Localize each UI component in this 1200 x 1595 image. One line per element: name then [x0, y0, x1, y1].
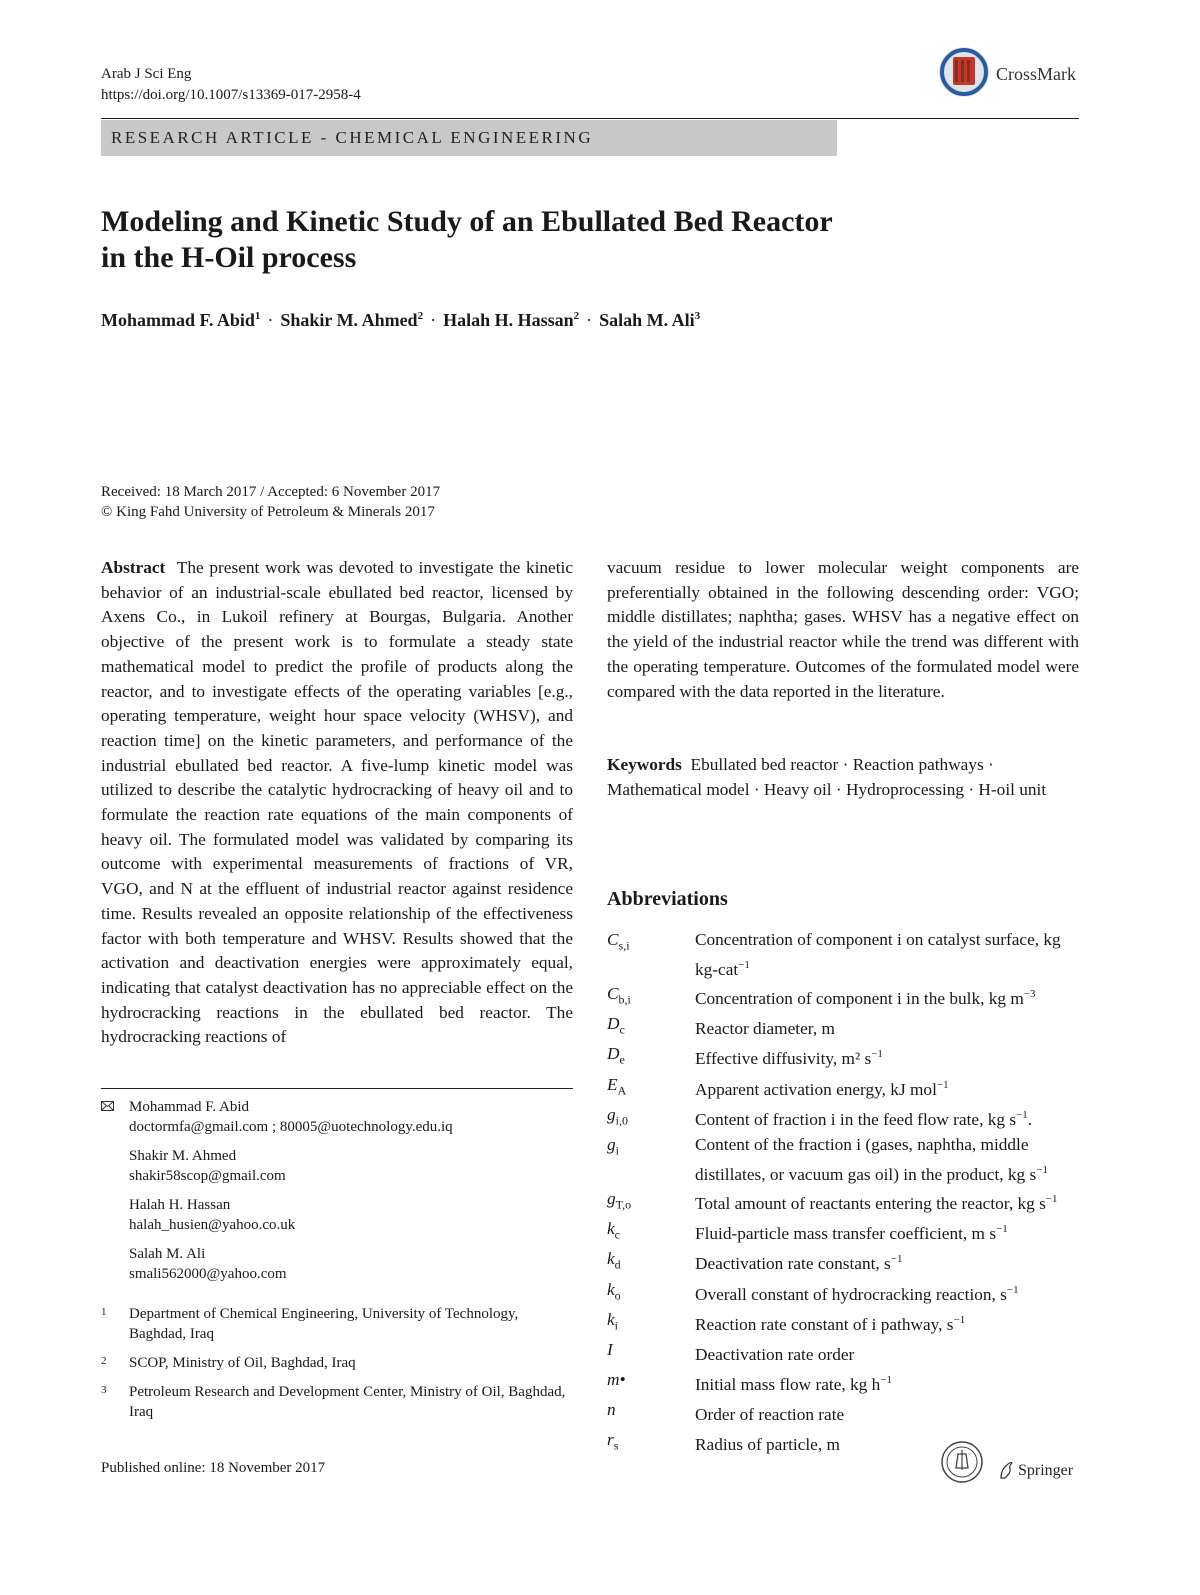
author[interactable]: Salah M. Ali$^3$: [599, 310, 701, 330]
contact-email[interactable]: shakir58scop@gmail.com: [129, 1168, 286, 1184]
abbreviation-row: [607, 1217, 1079, 1247]
abbreviation-row: [607, 1012, 1079, 1042]
title-line-2: in the H-Oil process: [101, 241, 357, 274]
title-line-1: Modeling and Kinetic Study of an Ebullated Bed Reactor: [101, 205, 833, 238]
abbreviation-symbol: $E_A$: [607, 1074, 627, 1098]
abbreviation-row: [607, 928, 1079, 982]
abbreviation-symbol: $k_i$: [607, 1309, 619, 1333]
section-banner: [101, 120, 837, 156]
affiliation-entry: [101, 1353, 573, 1373]
footnote-rule: [101, 1088, 573, 1089]
received-accepted: Received: 18 March 2017 / Accepted: 6 November 2017: [101, 484, 441, 500]
abbreviation-symbol: $k_o$: [607, 1279, 621, 1303]
springer-horse-icon: [998, 1460, 1014, 1480]
published-date: Published online: 18 November 2017: [101, 1460, 326, 1476]
abbreviation-symbol: $C_{b,i}$: [607, 984, 631, 1007]
doi-link[interactable]: https://doi.org/10.1007/s13369-017-2958-4: [101, 87, 361, 103]
abbreviation-symbol: $r_s$: [607, 1430, 619, 1453]
springer-logo[interactable]: [940, 1440, 1085, 1488]
abbreviation-symbol: $g_i$: [607, 1134, 619, 1158]
abbreviation-definition: Total amount of reactants entering the reactor, kg $s^{-1}$: [695, 1193, 1058, 1213]
contact-name: Mohammad F. Abid: [129, 1099, 250, 1115]
abbreviation-row: [607, 1247, 1079, 1277]
abbreviation-definition: Reactor diameter, m: [695, 1019, 835, 1039]
abbreviation-symbol: $k_c$: [607, 1219, 620, 1242]
abbreviation-row: [607, 982, 1079, 1012]
crossmark-icon: [938, 46, 990, 98]
abbreviation-definition: Concentration of component i on catalyst surface, kg kg-cat$^{-1}$: [695, 930, 1061, 979]
abbreviation-symbol: $g_{i,0}$: [607, 1104, 628, 1128]
affiliation-entry: [101, 1304, 573, 1344]
abbreviation-symbol: $k_d$: [607, 1249, 621, 1272]
contact-list: [101, 1097, 573, 1293]
abbreviation-row: [607, 1073, 1079, 1103]
abbreviation-definition: Fluid-particle mass transfer coefficient, m $s^{-1}$: [695, 1223, 1008, 1244]
copyright: © King Fahd University of Petroleum & Minerals 2017: [101, 504, 435, 520]
abbreviation-definition: Apparent activation energy, kJ mol$^{-1}$: [695, 1078, 949, 1099]
abbreviation-definition: Overall constant of hydrocracking reaction, $s^{-1}$: [695, 1283, 1019, 1304]
affiliation-entry: [101, 1382, 573, 1422]
abbreviation-definition: Reaction rate constant of i pathway, $s^{-1}$: [695, 1313, 966, 1334]
author-separator: ·: [267, 310, 274, 330]
abbreviation-row: [607, 1338, 1079, 1368]
keywords-text: Ebullated bed reactor · Reaction pathways · Mathematical model · Heavy oil · Hydroprocessing · H-oil unit: [607, 755, 1047, 799]
crossmark-badge[interactable]: [938, 46, 1088, 102]
abbreviations-list: [607, 928, 1079, 1459]
contact-entry: [101, 1244, 573, 1284]
contact-email[interactable]: doctormfa@gmail.com ; 80005@uotechnology.edu.iq: [129, 1119, 453, 1135]
article-title: [101, 204, 1001, 276]
affiliation-text: Petroleum Research and Development Center, Ministry of Oil, Baghdad, Iraq: [129, 1384, 566, 1420]
keywords: [607, 753, 1079, 802]
author[interactable]: Mohammad F. Abid$^1$: [101, 310, 261, 330]
crossmark-label: CrossMark: [996, 64, 1076, 84]
abbreviation-symbol: I: [607, 1339, 613, 1359]
abstract-text-2: vacuum residue to lower molecular weight components are preferentially obtained in the following descending order: VGO; middle distillates; naphtha; gases. WHSV has a negative effect on the yield of the industrial reactor while the trend was different with the operating temperature. Outcomes of the formulated model were compared with the data reported in the literature.: [607, 558, 1079, 701]
abbreviation-symbol: n: [607, 1400, 616, 1420]
contact-name: Shakir M. Ahmed: [129, 1148, 237, 1164]
abstract-right: [607, 556, 1079, 704]
springer-label: Springer: [1018, 1462, 1074, 1479]
abbreviation-row: [607, 1308, 1079, 1338]
abbreviation-row: [607, 1278, 1079, 1308]
affiliation-number: 3: [101, 1384, 107, 1396]
abbreviation-row: [607, 1133, 1079, 1187]
header-rule: [101, 118, 1079, 119]
affiliation-list: [101, 1304, 573, 1431]
abbreviation-symbol: $g_{T,o}$: [607, 1189, 632, 1212]
contact-email[interactable]: smali562000@yahoo.com: [129, 1266, 287, 1282]
author-separator: ·: [430, 310, 437, 330]
abbreviation-definition: Order of reaction rate: [695, 1404, 845, 1424]
abbreviation-row: [607, 1187, 1079, 1217]
journal-name: Arab J Sci Eng: [101, 66, 192, 82]
affiliation-text: Department of Chemical Engineering, University of Technology, Baghdad, Iraq: [129, 1306, 519, 1342]
author-list: [101, 310, 700, 331]
abbreviation-row: [607, 1042, 1079, 1072]
abbreviation-definition: Deactivation rate constant, $s^{-1}$: [695, 1253, 903, 1274]
section-label: RESEARCH ARTICLE - CHEMICAL ENGINEERING: [111, 128, 594, 147]
keywords-heading: Keywords: [607, 755, 682, 774]
contact-email[interactable]: halah_husien@yahoo.co.uk: [129, 1217, 296, 1233]
abbreviation-definition: Effective diffusivity, m² $s^{-1}$: [695, 1048, 883, 1069]
contact-name: Halah H. Hassan: [129, 1197, 231, 1213]
article-dates: [101, 482, 440, 522]
abbreviation-symbol: $C_{s,i}$: [607, 930, 630, 953]
abbreviation-definition: Radius of particle, m: [695, 1435, 840, 1455]
affiliation-text: SCOP, Ministry of Oil, Baghdad, Iraq: [129, 1355, 356, 1371]
abbreviation-symbol: m•: [607, 1370, 626, 1390]
abbreviation-definition: Content of fraction i in the feed flow rate, kg $s^{-1}$.: [695, 1108, 1033, 1129]
abstract-heading: Abstract: [101, 558, 166, 577]
author[interactable]: Shakir M. Ahmed$^2$: [280, 310, 424, 330]
abbreviations-title: Abbreviations: [607, 888, 728, 910]
abstract-left: [101, 556, 573, 1050]
abstract-text-1: The present work was devoted to investigate the kinetic behavior of an industrial-scale ebullated bed reactor, licensed by Axens Co., in Lukoil refinery at Bourgas, Bulgaria. Another objective of the present work is to formulate a steady state mathematical model to predict the profile of products along the reactor, and to investigate effects of the operating variables [e.g., operating temperature, weight hour space velocity (WHSV), and reaction time] on the kinetic parameters, and performance of the industrial ebullated bed reactor. A five-lump kinetic model was utilized to describe the catalytic hydrocracking of heavy oil and to formulate the reaction rate equations of the main components of heavy oil. The formulated model was validated by comparing its outcome with experimental measurements of fractions of VR, VGO, and N at the effluent of industrial reactor against residence time. Results revealed an opposite relationship of the effectiveness factor with both temperature and WHSV. Results showed that the activation and deactivation energies were approximately equal, indicating that catalyst deactivation has no appreciable effect on the hydrocracking reactions in the ebullated bed reactor. The hydrocracking reactions of: [101, 558, 574, 1047]
abbreviation-definition: Initial mass flow rate, kg $h^{-1}$: [695, 1374, 892, 1394]
abbreviation-definition: Concentration of component i in the bulk, kg $m^{-3}$: [695, 988, 1036, 1008]
abbreviation-symbol: $D_e$: [607, 1044, 625, 1067]
university-seal-icon: [940, 1440, 984, 1484]
contact-entry: [101, 1195, 573, 1235]
abbreviation-symbol: $D_c$: [607, 1014, 625, 1037]
contact-entry: [101, 1146, 573, 1186]
abbreviation-row: [607, 1368, 1079, 1398]
author[interactable]: Halah H. Hassan$^2$: [443, 310, 580, 330]
abbreviation-definition: Deactivation rate order: [695, 1344, 855, 1364]
affiliation-number: 2: [101, 1355, 107, 1367]
abbreviation-row: [607, 1398, 1079, 1428]
envelope-icon: [101, 1101, 114, 1111]
journal-info: [101, 64, 361, 106]
contact-entry: [101, 1097, 573, 1137]
abbreviation-row: [607, 1103, 1079, 1133]
abbreviation-definition: Content of the fraction i (gases, naphtha, middle distillates, or vacuum gas oil) in the product, kg $s^{-1}$: [695, 1134, 1048, 1184]
author-separator: ·: [586, 310, 593, 330]
contact-name: Salah M. Ali: [129, 1246, 206, 1262]
affiliation-number: 1: [101, 1306, 107, 1318]
